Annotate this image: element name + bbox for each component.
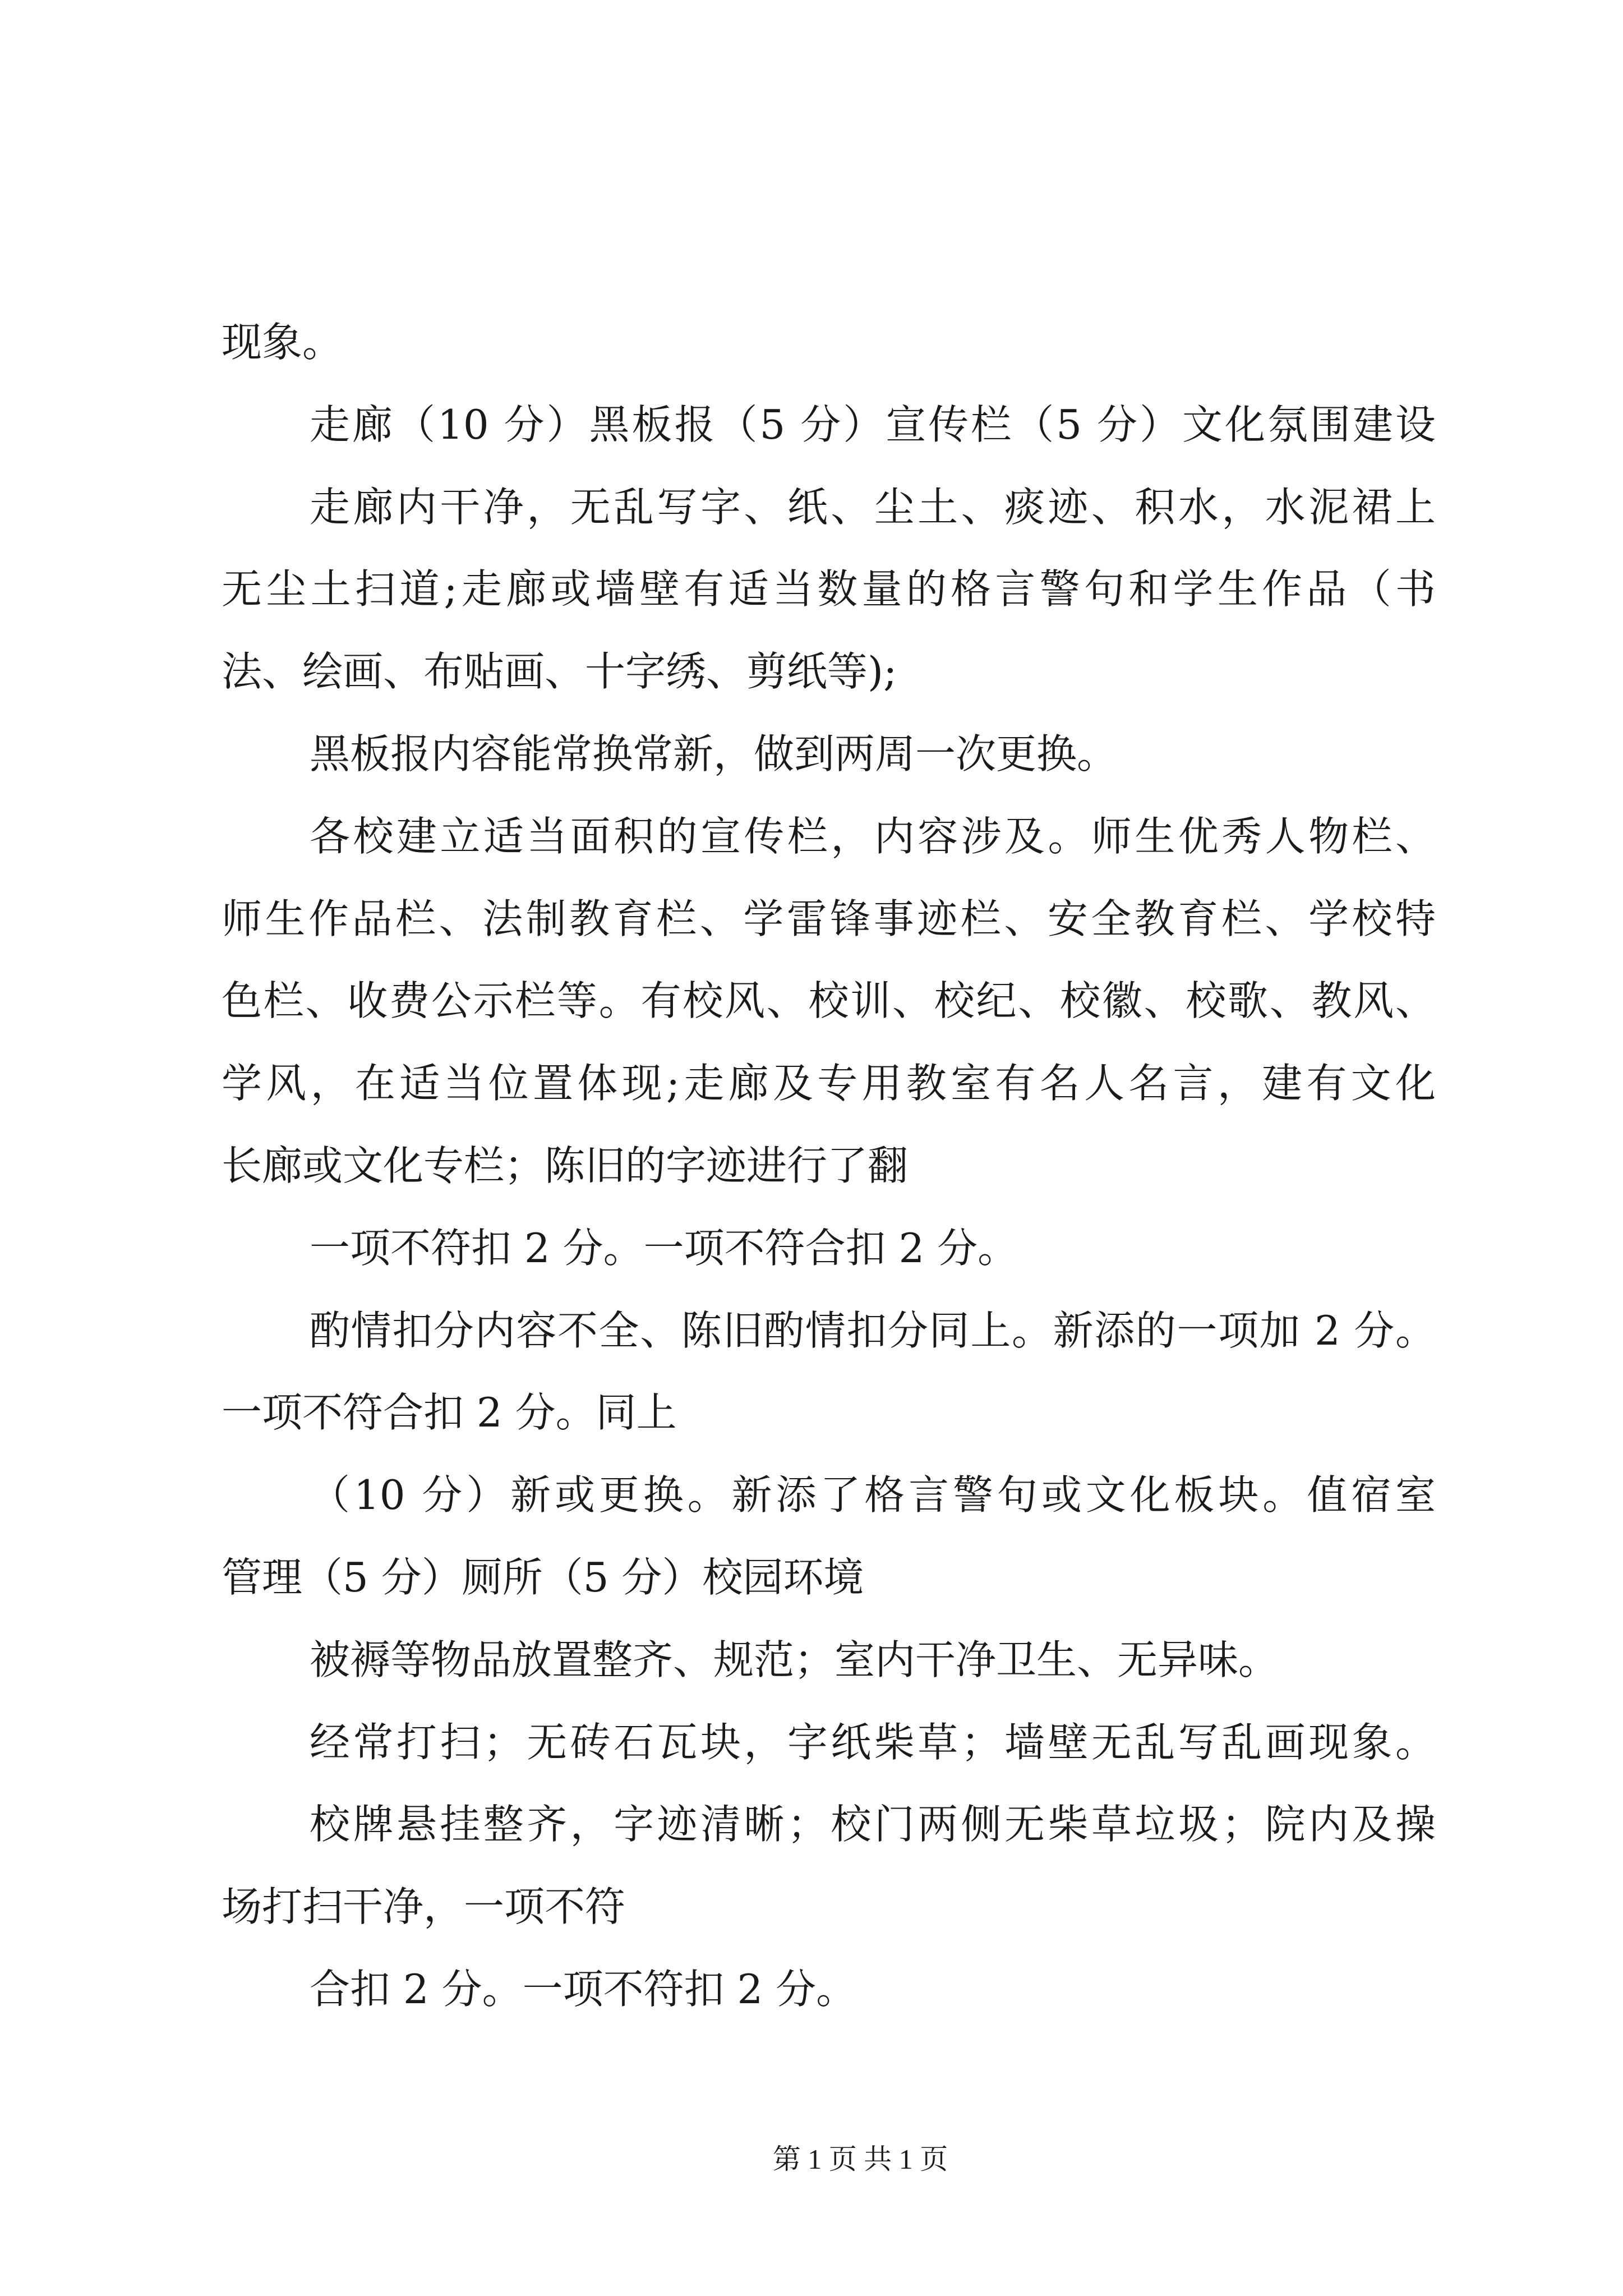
text-line: 学风，在适当位置体现;走廊及专用教室有名人名言，建有文化 <box>222 1060 1436 1107</box>
text-line: 各校建立适当面积的宣传栏，内容涉及。师生优秀人物栏、 <box>310 812 1436 860</box>
text-line: 无尘土扫道;走廊或墙壁有适当数量的格言警句和学生作品（书 <box>222 565 1436 613</box>
text-line: （10 分）新或更换。新添了格言警句或文化板块。值宿室 <box>310 1471 1436 1519</box>
text-line: 黑板报内容能常换常新，做到两周一次更换。 <box>310 730 1118 777</box>
text-line: 走廊（10 分）黑板报（5 分）宣传栏（5 分）文化氛围建设 <box>310 401 1436 448</box>
text-line: 校牌悬挂整齐，字迹清晰；校门两侧无柴草垃圾；院内及操 <box>310 1801 1436 1848</box>
text-line: 现象。 <box>222 319 343 366</box>
document-body <box>222 301 1436 2031</box>
text-line: 酌情扣分内容不全、陈旧酌情扣分同上。新添的一项加 2 分。 <box>310 1306 1436 1354</box>
text-line: 管理（5 分）厕所（5 分）校园环境 <box>222 1553 864 1601</box>
text-line: 长廊或文化专栏；陈旧的字迹进行了翻 <box>222 1142 909 1189</box>
text-line: 走廊内干净，无乱写字、纸、尘土、痰迹、积水，水泥裙上 <box>310 483 1436 531</box>
text-line: 法、绘画、布贴画、十字绣、剪纸等); <box>222 648 897 696</box>
text-line: 合扣 2 分。一项不符扣 2 分。 <box>310 1965 857 2013</box>
text-line: 色栏、收费公示栏等。有校风、校训、校纪、校徽、校歌、教风、 <box>222 977 1436 1025</box>
text-line: 一项不符扣 2 分。一项不符合扣 2 分。 <box>310 1224 1018 1272</box>
text-line: 一项不符合扣 2 分。同上 <box>222 1389 677 1437</box>
text-line: 被褥等物品放置整齐、规范；室内干净卫生、无异味。 <box>310 1636 1279 1683</box>
page-number-footer: 第 1 页 共 1 页 <box>772 2143 948 2175</box>
text-line: 经常打扫；无砖石瓦块，字纸柴草；墙壁无乱写乱画现象。 <box>310 1718 1436 1766</box>
text-line: 师生作品栏、法制教育栏、学雷锋事迹栏、安全教育栏、学校特 <box>222 895 1436 942</box>
text-line: 场打扫干净，一项不符 <box>222 1883 626 1931</box>
